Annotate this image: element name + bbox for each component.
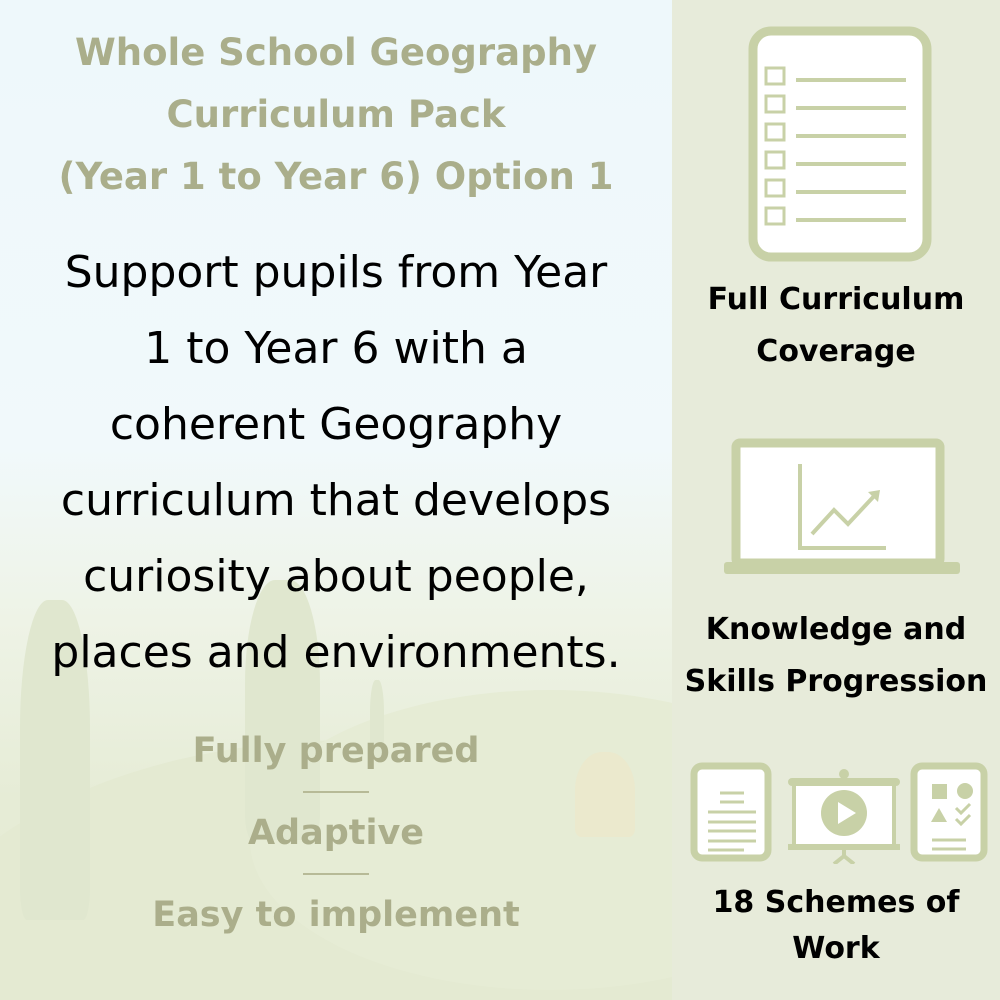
description-line: 1 to Year 6 with a [144,323,528,374]
feature-item: Adaptive [247,813,425,853]
title-line: Whole School Geography [74,31,598,74]
benefit-label [672,880,1000,972]
description-line: curriculum that develops [60,475,612,526]
laptop-chart-icon [724,438,960,578]
title-line: (Year 1 to Year 6) Option 1 [58,155,614,198]
description-line: places and environments. [51,627,621,678]
benefit-label-line: Full Curriculum [707,282,965,317]
divider [303,873,369,875]
feature-list [0,728,672,938]
title-line: Curriculum Pack [166,93,506,136]
resources-icon [688,760,988,864]
divider [303,791,369,793]
page-title [0,22,672,208]
benefit-label-line: 18 Schemes of [712,885,960,920]
feature-item: Easy to implement [152,895,520,935]
description [0,235,672,691]
feature-item: Fully prepared [192,731,480,771]
benefit-label [672,274,1000,378]
benefit-label-line: Knowledge and [705,612,967,647]
description-line: Support pupils from Year [64,247,608,298]
benefit-label [672,604,1000,708]
benefit-label-line: Work [792,931,880,966]
checklist-icon [748,26,932,262]
benefits-sidebar [672,0,1000,1000]
description-line: curiosity about people, [83,551,589,602]
benefit-label-line: Coverage [756,334,916,369]
description-line: coherent Geography [109,399,563,450]
benefit-label-line: Skills Progression [684,664,988,699]
